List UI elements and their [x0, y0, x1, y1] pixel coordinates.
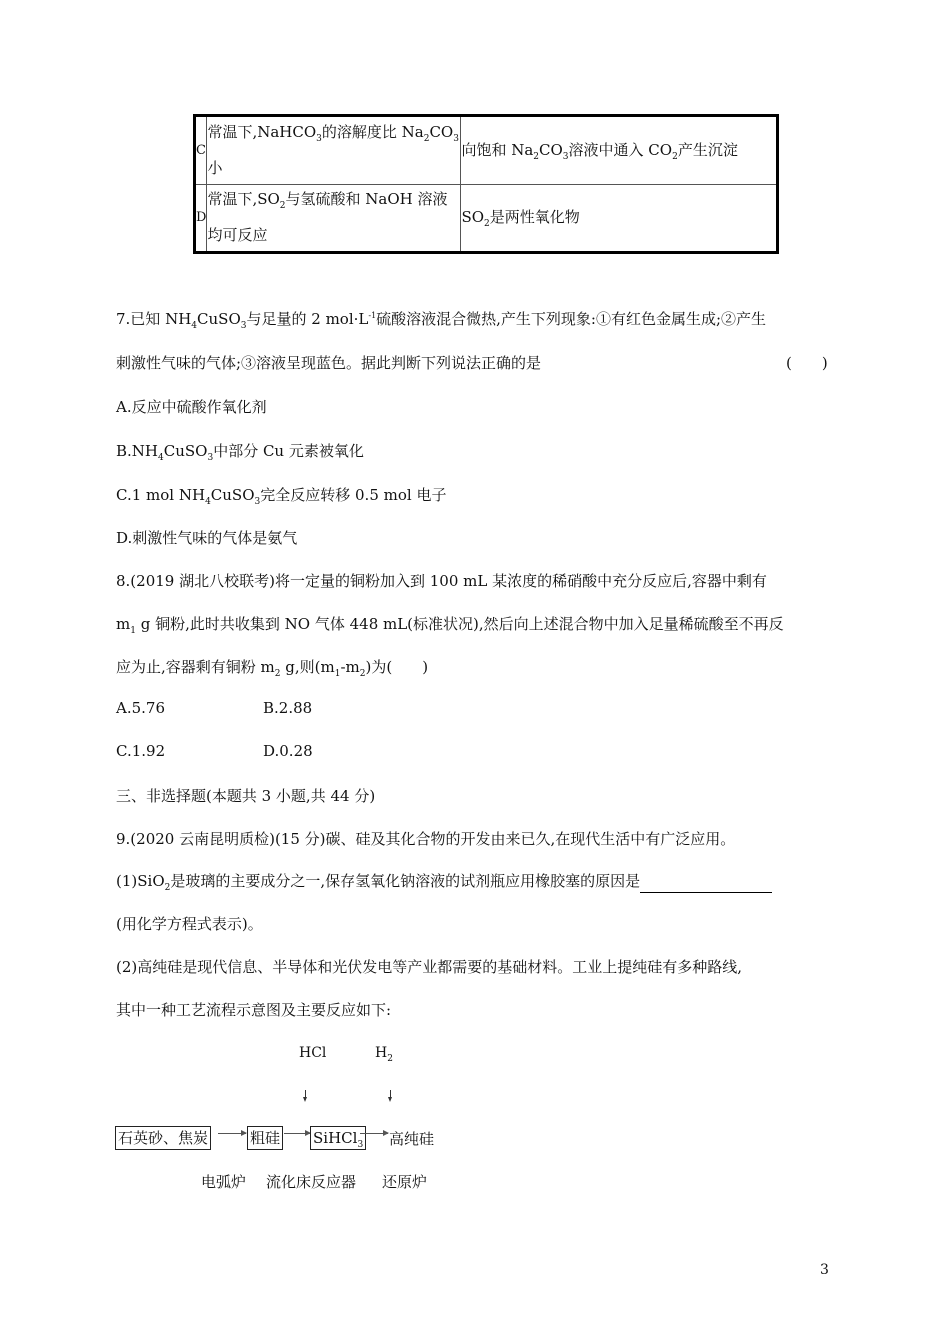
- q8-stem-line3: 应为止,容器剩有铜粉 $m_2$ g,则$(m_1-m_2)$为( ): [116, 658, 429, 679]
- q7-option-c: C.1 mol $NH_4CuSO_3$完全反应转移 0.5 mol 电子: [116, 486, 447, 507]
- q9-part1-note: (用化学方程式表示)。: [116, 915, 263, 933]
- right-arrow-icon: [284, 1133, 310, 1134]
- down-arrow-icon: [390, 1090, 391, 1098]
- section-heading: 三、非选择题(本题共 3 小题,共 44 分): [116, 787, 376, 805]
- q9-part2-line1: (2)高纯硅是现代信息、半导体和光伏发电等产业都需要的基础材料。工业上提纯硅有多种路线,: [116, 958, 743, 976]
- row-label: D: [195, 184, 207, 253]
- right-arrow-icon: [360, 1133, 388, 1134]
- step-label-reduction-furnace: 还原炉: [382, 1173, 428, 1191]
- flow-box-crude-silicon: 粗硅: [247, 1126, 283, 1150]
- answer-paren: ( ): [786, 354, 828, 372]
- q8-option-a: A.5.76: [116, 699, 165, 717]
- q8-option-c: C.1.92: [116, 742, 166, 760]
- flow-product: 高纯硅: [389, 1130, 435, 1148]
- right-arrow-icon: [218, 1133, 246, 1134]
- reagent-h2: $H_2$: [375, 1045, 393, 1064]
- flow-box-raw-materials: 石英砂、焦炭: [115, 1126, 211, 1150]
- q9-part2-line2: 其中一种工艺流程示意图及主要反应如下:: [116, 1001, 392, 1019]
- q8-stem-line1: 8.(2019 湖北八校联考)将一定量的铜粉加入到 100 mL 某浓度的稀硝酸中充分反应后,容器中剩有: [116, 572, 767, 590]
- q7-option-a: A.反应中硫酸作氧化剂: [116, 398, 267, 416]
- q8-stem-line2: $m_1$ g 铜粉,此时共收集到 NO 气体 448 mL(标准状况),然后向上述混合物中加入足量稀硫酸至不再反: [116, 615, 784, 636]
- evidence-cell: 向饱和 $Na_2CO_3$溶液中通入 $CO_2$产生沉淀: [461, 116, 778, 185]
- q7-stem-line2: 刺激性气味的气体;③溶液呈现蓝色。据此判断下列说法正确的是: [116, 354, 542, 372]
- evidence-cell: $SO_2$是两性氧化物: [461, 184, 778, 253]
- q7-option-b: $B.NH_4CuSO_3$中部分 Cu 元素被氧化: [116, 442, 364, 463]
- page-number: 3: [820, 1262, 829, 1278]
- q9-part1: (1)SiO$_2$是玻璃的主要成分之一,保存氢氧化钠溶液的试剂瓶应用橡胶塞的原因是: [116, 870, 772, 893]
- q8-option-b: B.2.88: [263, 699, 313, 717]
- q7-option-d: D.刺激性气味的气体是氨气: [116, 529, 298, 547]
- reagent-hcl: HCl: [299, 1045, 327, 1061]
- down-arrow-icon: [305, 1090, 306, 1098]
- row-label: C: [195, 116, 207, 185]
- statement-cell: 常温下$,SO_2$与氢硫酸和 NaOH 溶液 均可反应: [207, 184, 461, 253]
- table-row: [195, 184, 778, 253]
- q8-option-d: D.0.28: [263, 742, 313, 760]
- step-label-fluidized-bed: 流化床反应器: [266, 1173, 357, 1191]
- q9-stem: 9.(2020 云南昆明质检)(15 分)碳、硅及其化合物的开发由来已久,在现代生活中有广泛应用。: [116, 830, 736, 848]
- table-row: [195, 116, 778, 185]
- statement-cell: 常温下,NaHCO$_3$的溶解度比 $Na_2CO_3$ 小: [207, 116, 461, 185]
- step-label-arc-furnace: 电弧炉: [201, 1173, 247, 1191]
- q7-stem-line1: 7.已知 $NH_4CuSO_3$与足量的 2 $mol\cdot L^{-1}$硫酸溶液混合微热,产生下列现象:①有红色金属生成;②产生: [116, 310, 767, 331]
- flow-box-sihcl3: SiHCl$_3$: [310, 1126, 366, 1150]
- comparison-table: [193, 114, 779, 254]
- answer-blank[interactable]: [640, 874, 772, 893]
